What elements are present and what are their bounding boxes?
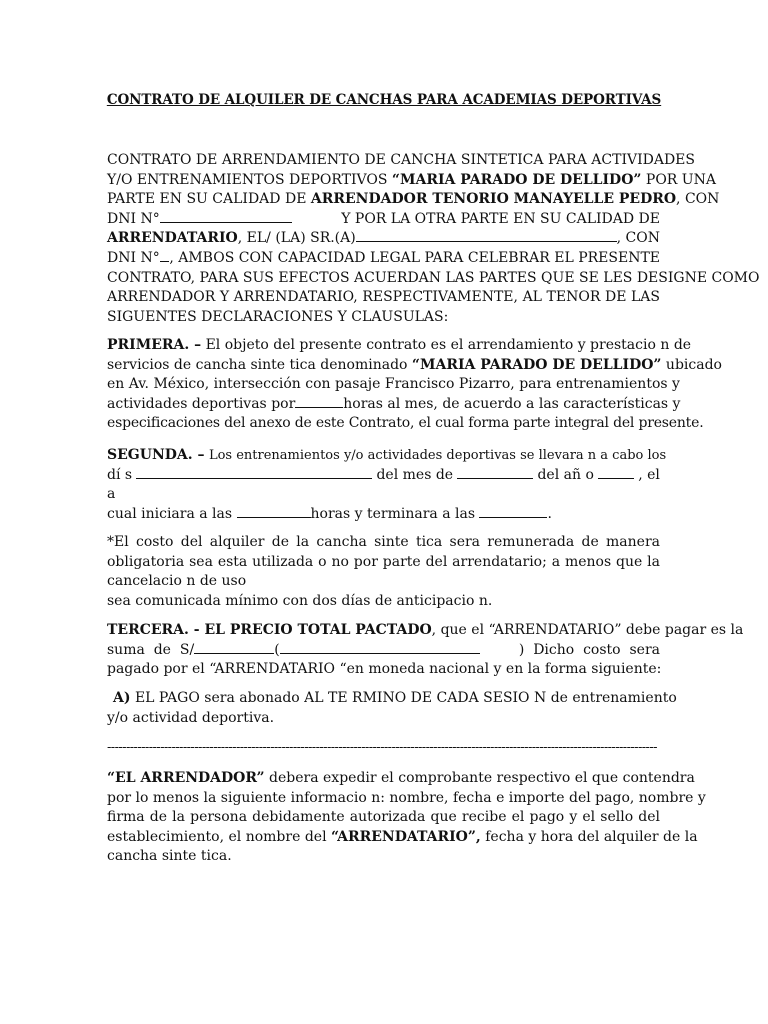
monto-letras-blank[interactable] xyxy=(280,641,480,654)
intro-line: DNI N° , AMBOS CON CAPACIDAD LEGAL PARA CELEBRAR EL PRESENTE xyxy=(107,249,660,266)
dni-arrendatario-blank[interactable] xyxy=(160,249,170,262)
clause-segunda: SEGUNDA. – Los entrenamientos y/o actividades deportivas se llevara n a cabo los dí s del mes de del añ o , el a cual iniciara a las horas y terminara a las . xyxy=(107,447,667,522)
intro-line: ARRENDATARIO , EL/ (LA) SR.(A) , CON xyxy=(107,230,660,247)
dias-blank[interactable] xyxy=(136,466,372,479)
intro-line: CONTRATO, PARA SUS EFECTOS ACUERDAN LAS PARTES QUE SE LES DESIGNE COMO xyxy=(107,269,760,286)
mes-blank[interactable] xyxy=(457,466,533,479)
inciso-label: A) xyxy=(113,690,131,706)
intro-line: SIGUENTES DECLARACIONES Y CLAUSULAS: xyxy=(107,308,449,325)
dni-arrendador-blank[interactable] xyxy=(160,210,292,223)
dashed-separator: ------------------------------------------------------------------------------------------------------------------------------------------------- xyxy=(107,740,657,755)
clause-tercera: TERCERA. - EL PRECIO TOTAL PACTADO, que el “ARRENDATARIO” debe pagar es la suma de S/ ( ) Dicho costo sera pagado por el “ARRENDATARIO “en moneda nacional y en la forma siguiente: xyxy=(107,622,744,678)
clause-inciso-a: A) EL PAGO sera abonado AL TE RMINO DE CADA SESIO N de entrenamiento y/o actividad deportiva. xyxy=(107,690,677,726)
horas-mes-blank[interactable] xyxy=(295,395,343,408)
intro-line: CONTRATO DE ARRENDAMIENTO DE CANCHA SINTETICA PARA ACTIVIDADES xyxy=(107,152,695,168)
anio-blank[interactable] xyxy=(598,466,634,479)
cost-note: *El costo del alquiler de la cancha sinte tica sera remunerada de manera obligatoria sea esta utilizada o no por parte del arrendatario; a menos que la cancelacio n de uso sea comunicada mínimo con dos días de anticipacio n. xyxy=(107,534,660,609)
clause-label: TERCERA. - EL PRECIO TOTAL PACTADO xyxy=(107,622,432,638)
final-paragraph: “EL ARRENDADOR” debera expedir el comprobante respectivo el que contendra por lo menos la siguiente informacio n: nombre, fecha e importe del pago, nombre y firma de la persona debidamente autorizada que recibe el pago y el sello del establecimiento, el nombre del “ARRENDATARIO”, fecha y hora del alquiler de la cancha sinte tica. xyxy=(107,770,706,865)
intro-line: ARRENDADOR Y ARRENDATARIO, RESPECTIVAMENTE, AL TENOR DE LAS xyxy=(107,289,660,306)
clause-label: SEGUNDA. – xyxy=(107,447,205,463)
intro-line: DNI N° Y POR LA OTRA PARTE EN SU CALIDAD DE xyxy=(107,210,660,227)
clause-primera: PRIMERA. – El objeto del presente contrato es el arrendamiento y prestacio n de servicios de cancha sinte tica denominado “MARIA PARADO DE DELLIDO” ubicado en Av. México, intersección con pasaje Francisco Pizarro, para entrenamientos y actividades deportivas por horas al mes, de acuerdo a las características y especificaciones del anexo de este Contrato, el cual forma parte integral del presente. xyxy=(107,337,722,432)
intro-line: Y/O ENTRENAMIENTOS DEPORTIVOS “MARIA PARADO DE DELLIDO” POR UNA xyxy=(107,171,716,188)
intro-line: PARTE EN SU CALIDAD DE ARRENDADOR TENORIO MANAYELLE PEDRO, CON xyxy=(107,191,720,208)
clause-label: PRIMERA. – xyxy=(107,337,202,353)
hora-fin-blank[interactable] xyxy=(479,505,547,518)
arrendatario-name-blank[interactable] xyxy=(356,229,617,242)
hora-inicio-blank[interactable] xyxy=(237,505,311,518)
document-title: CONTRATO DE ALQUILER DE CANCHAS PARA ACADEMIAS DEPORTIVAS xyxy=(106,92,662,108)
intro-paragraph xyxy=(107,151,760,327)
monto-numero-blank[interactable] xyxy=(194,641,274,654)
